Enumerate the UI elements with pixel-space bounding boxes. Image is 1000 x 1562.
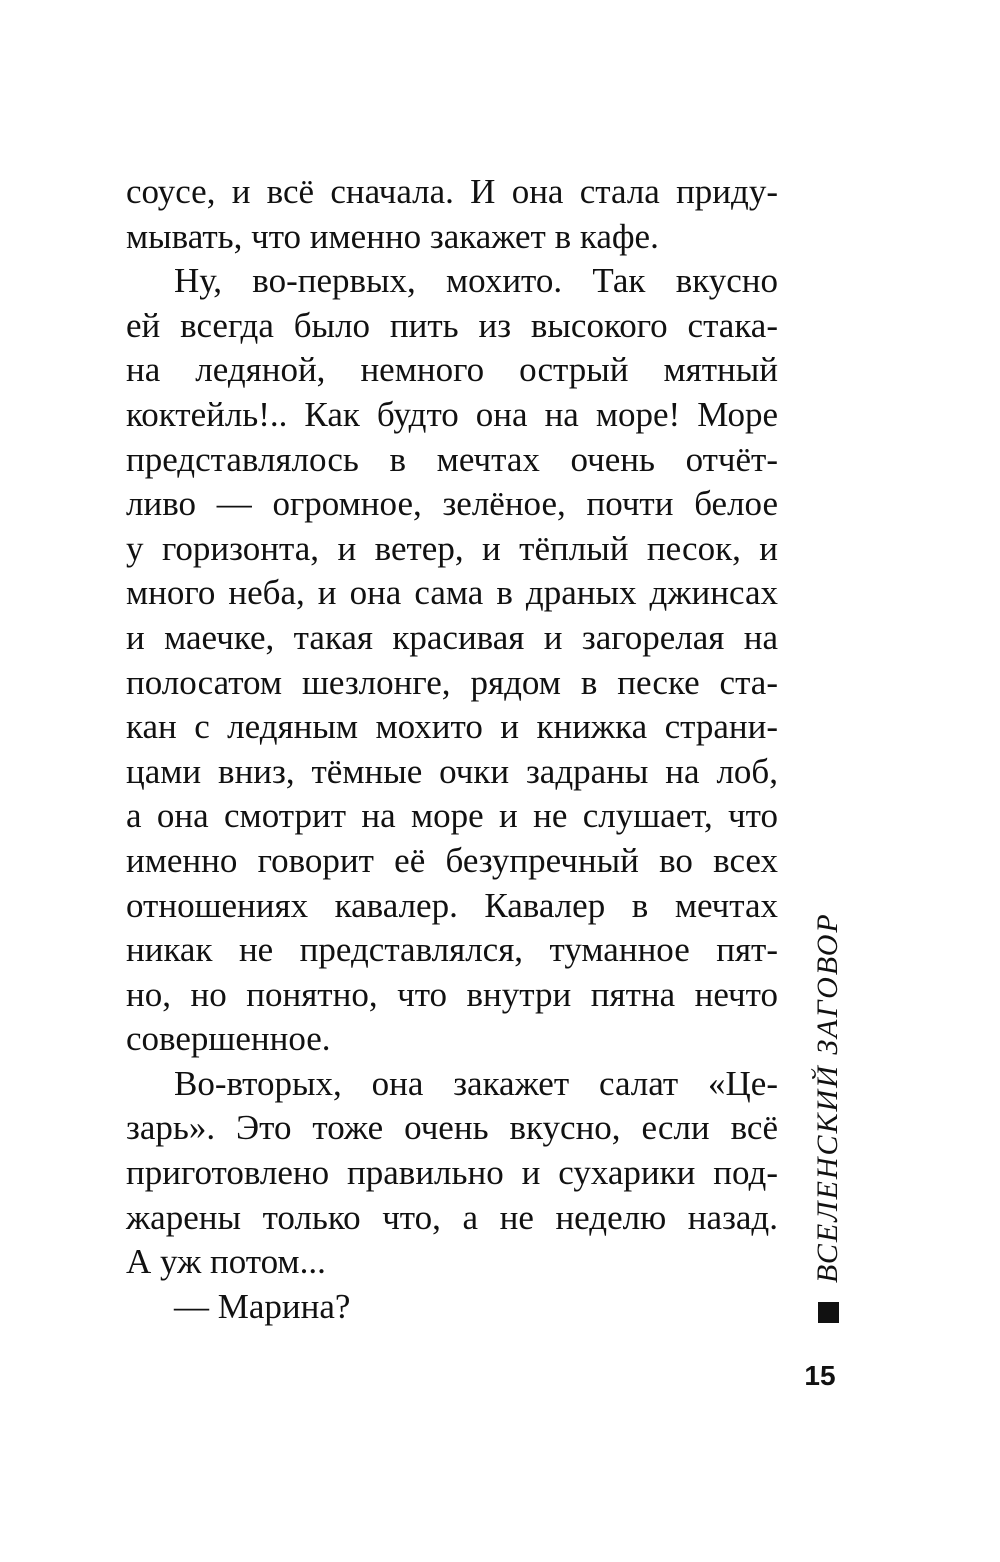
text-line: на ледяной, немного острый мятный — [126, 350, 778, 390]
text-line: именно говорит её безупречный во всех — [126, 840, 778, 880]
text-line: а она смотрит на море и не слушает, что — [126, 796, 778, 836]
running-title: ВСЕЛЕНСКИЙ ЗАГОВОР — [811, 912, 844, 1283]
text-line: — Марина? — [174, 1286, 351, 1326]
text-line: отношениях кавалер. Кавалер в мечтах — [126, 885, 778, 925]
text-line: коктейль!.. Как будто она на море! Море — [126, 394, 778, 434]
text-line: соусе, и всё сначала. И она стала приду- — [126, 172, 778, 211]
text-line: но, но понятно, что внутри пятна нечто — [126, 974, 778, 1014]
text-line: совершенное. — [126, 1019, 331, 1059]
text-line: Ну, во-первых, мохито. Так вкусно — [174, 261, 778, 301]
page-number: 15 — [804, 1360, 836, 1391]
text-line: много неба, и она сама в драных джинсах — [126, 573, 778, 613]
text-line: мывать, что именно закажет в кафе. — [126, 216, 659, 256]
text-line: жарены только что, а не неделю назад. — [126, 1197, 778, 1237]
text-line: кан с ледяным мохито и книжка страни- — [126, 707, 778, 747]
text-line: у горизонта, и ветер, и тёплый песок, и — [126, 528, 778, 568]
section-marker-square — [818, 1302, 839, 1323]
text-line: и маечке, такая красивая и загорелая на — [126, 617, 778, 657]
text-line: цами вниз, тёмные очки задраны на лоб, — [126, 751, 778, 791]
body-text — [126, 170, 778, 1329]
text-line: представлялось в мечтах очень отчёт- — [126, 439, 778, 479]
text-line: Во-вторых, она закажет салат «Це- — [174, 1063, 778, 1103]
text-line: зарь». Это тоже очень вкусно, если всё — [126, 1108, 778, 1148]
text-line: никак не представлялся, туманное пят- — [126, 930, 778, 970]
text-line: приготовлено правильно и сухарики под- — [126, 1153, 778, 1193]
text-line: А уж потом... — [126, 1242, 326, 1282]
text-line: полосатом шезлонге, рядом в песке ста- — [126, 662, 778, 702]
text-line: ливо — огромное, зелёное, почти белое — [126, 484, 778, 524]
text-line: ей всегда было пить из высокого стака- — [126, 305, 778, 345]
